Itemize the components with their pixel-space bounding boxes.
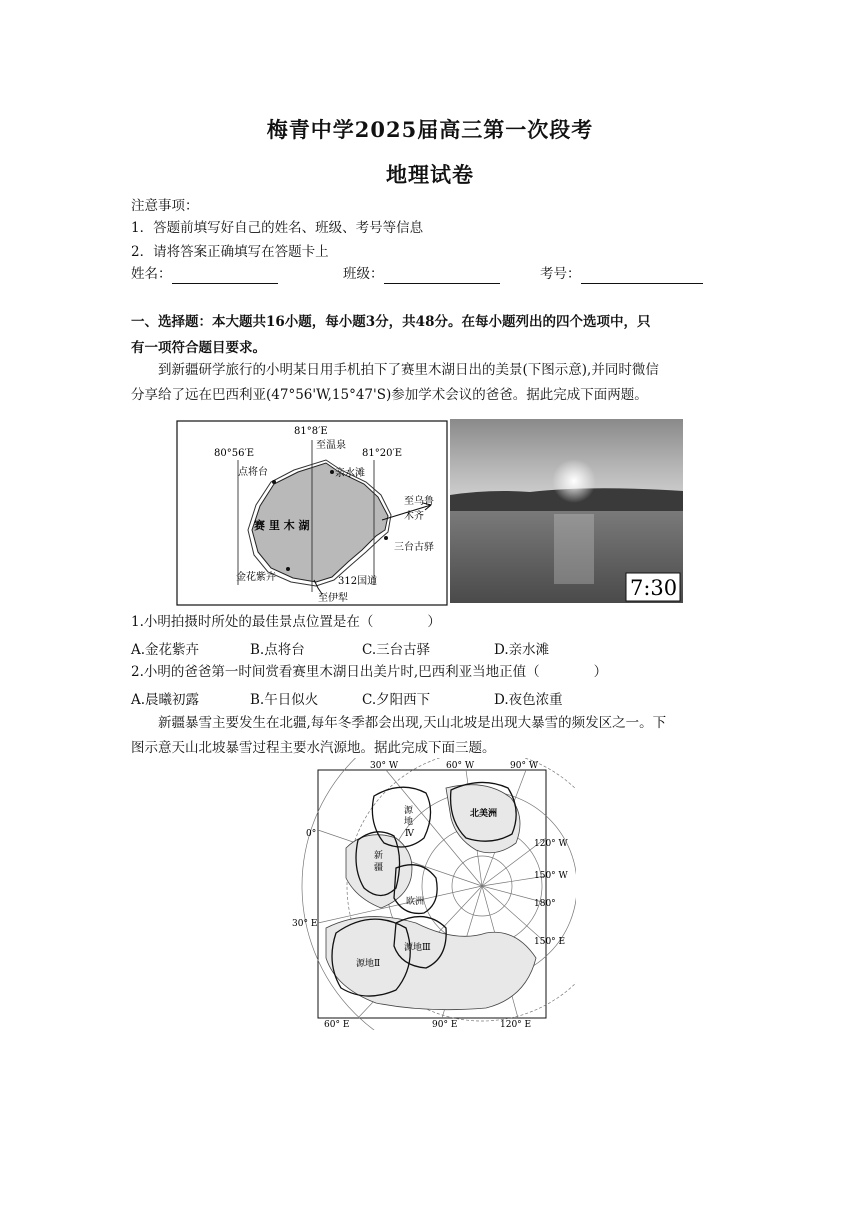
q2-option-b[interactable]: B.午日似火	[250, 692, 319, 708]
lon-right-label: 81°20′E	[362, 448, 403, 459]
q2-option-d[interactable]: D.夜色浓重	[494, 692, 563, 708]
intro1-line2: 分享给了远在巴西利亚(47°56'W,15°47'S)参加学术会议的爸爸。据此完成下面两题。	[131, 387, 648, 403]
lon-180-label: 180°	[534, 899, 556, 909]
id-field	[540, 264, 703, 284]
xinjiang-label-b: 疆	[374, 863, 384, 873]
source-4-label-a: 源	[404, 806, 414, 816]
sayram-lake-map	[176, 420, 448, 606]
lon-90e-label: 90° E	[432, 1020, 458, 1030]
name-blank	[172, 267, 278, 284]
europe-label: 欧洲	[406, 897, 425, 907]
notice-item-1: 1．答题前填写好自己的姓名、班级、考号等信息	[131, 220, 424, 236]
urumqi-label-1: 至乌鲁	[404, 496, 434, 507]
polar-moisture-map	[286, 758, 576, 1030]
q1-option-c[interactable]: C.三台古驿	[362, 642, 431, 658]
source-3-label: 源地Ⅲ	[404, 943, 431, 953]
intro1-line1: 到新疆研学旅行的小明某日用手机拍下了赛里木湖日出的美景(下图示意),并同时微信	[158, 362, 659, 378]
lon-0-label: 0°	[306, 829, 317, 839]
xinjiang-label-a: 新	[374, 851, 384, 861]
q2-option-c[interactable]: C.夕阳西下	[362, 692, 431, 708]
dianjiangtai-label: 点将台	[238, 467, 268, 478]
class-label: 班级：	[343, 266, 384, 282]
exam-title: 梅青中学2025届高三第一次段考	[266, 117, 594, 142]
notice-heading: 注意事项：	[131, 198, 199, 214]
sunrise-photo	[450, 419, 683, 603]
lon-top-label: 81°8′E	[294, 426, 328, 437]
spring-label: 至温泉	[316, 440, 346, 451]
source-2-label: 源地Ⅱ	[356, 959, 381, 969]
yili-label: 至伊犁	[318, 593, 348, 604]
lon-120w-label: 120° W	[534, 839, 568, 849]
lon-30w-label: 30° W	[370, 761, 399, 771]
section1-heading-line2: 有一项符合题目要求。	[131, 340, 266, 356]
santai-label: 三台古驿	[394, 542, 434, 553]
intro2-line2: 图示意天山北坡暴雪过程主要水汽源地。据此完成下面三题。	[131, 740, 496, 756]
lon-30e-label: 30° E	[292, 919, 318, 929]
lon-60e-label: 60° E	[324, 1020, 350, 1030]
intro2-line1: 新疆暴雪主要发生在北疆,每年冬季都会出现,天山北坡是出现大暴雪的频发区之一。下	[158, 715, 667, 731]
q2-stem: 2.小明的爸爸第一时间赏看赛里木湖日出美片时,巴西利亚当地正值（ ）	[131, 664, 608, 680]
class-blank	[384, 267, 500, 284]
section1-heading-line1: 一、选择题：本大题共16小题，每小题3分，共48分。在每小题列出的四个选项中，只	[131, 314, 651, 330]
lon-90w-label: 90° W	[510, 761, 539, 771]
q1-stem: 1.小明拍摄时所处的最佳景点位置是在（ ）	[131, 614, 441, 630]
q1-option-a[interactable]: A.金花紫卉	[131, 642, 200, 658]
urumqi-label-2: 木齐	[404, 511, 424, 522]
q1-option-d[interactable]: D.亲水滩	[494, 642, 550, 658]
north-america-label: 北美洲	[470, 809, 498, 819]
jinhua-label: 金花紫卉	[236, 572, 276, 583]
qinshuitan-label: 亲水滩	[335, 468, 365, 479]
class-field	[343, 264, 500, 284]
lon-150e-label: 150° E	[534, 937, 566, 947]
name-field	[131, 264, 278, 284]
lon-150w-label: 150° W	[534, 871, 568, 881]
road312-label: 312国道	[338, 576, 378, 587]
exam-subtitle: 地理试卷	[386, 162, 474, 187]
name-label: 姓名：	[131, 266, 172, 282]
lon-left-label: 80°56′E	[214, 448, 255, 459]
lake-name-label: 赛 里 木 湖	[254, 519, 310, 532]
id-label: 考号：	[540, 266, 581, 282]
source-4-label-b: 地	[404, 817, 414, 827]
lon-60w-label: 60° W	[446, 761, 475, 771]
q1-option-b[interactable]: B.点将台	[250, 642, 305, 658]
source-4-label-c: Ⅳ	[405, 829, 414, 839]
lon-120e-label: 120° E	[500, 1020, 532, 1030]
notice-item-2: 2．请将答案正确填写在答题卡上	[131, 244, 329, 260]
q2-option-a[interactable]: A.晨曦初露	[131, 692, 200, 708]
photo-timestamp: 7:30	[630, 576, 678, 600]
id-blank	[581, 267, 703, 284]
